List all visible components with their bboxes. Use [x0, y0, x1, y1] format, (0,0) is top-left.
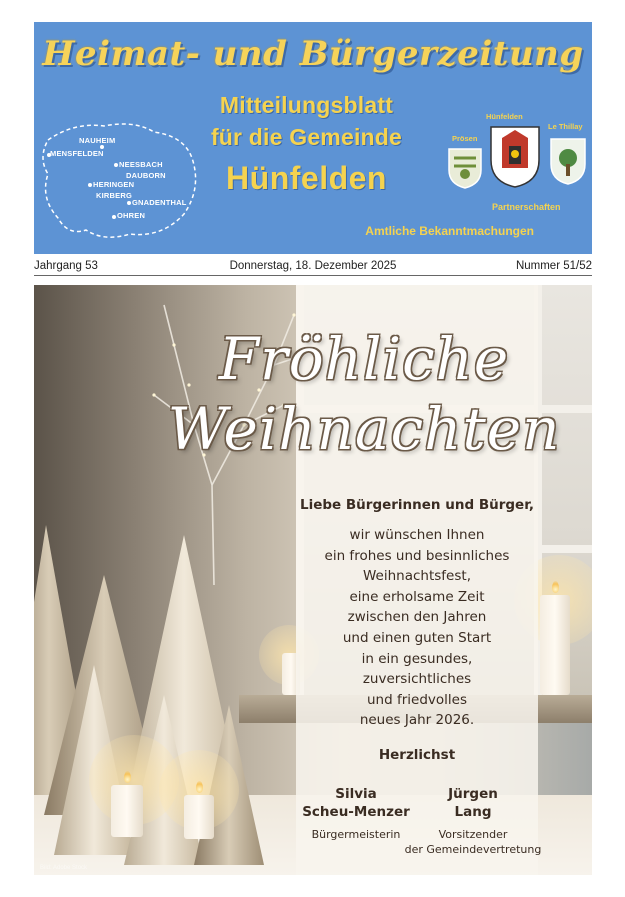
partner-label-huenfelden: Hünfelden — [486, 112, 523, 121]
map-place-neesbach: NEESBACH — [119, 160, 163, 169]
crest-le-thillay-icon — [548, 136, 588, 186]
signature-mayor — [296, 785, 416, 842]
wish-line: und friedvolles — [367, 691, 467, 708]
partner-label-le-thillay: Le Thillay — [548, 122, 583, 131]
christmas-photo — [34, 285, 592, 875]
regards-closing: Herzlichst — [378, 747, 456, 763]
christmas-title-line-2: Weihnachten — [167, 395, 561, 463]
issue-volume: Jahrgang 53 — [34, 260, 98, 272]
subtitle-line-1: Mitteilungsblatt — [219, 92, 394, 118]
crest-huenfelden-icon — [488, 124, 542, 190]
signature-last-name: Lang — [454, 804, 492, 820]
partner-label-proesen: Prösen — [452, 134, 478, 143]
signature-role: Bürgermeisterin — [311, 828, 401, 841]
map-place-heringen: HERINGEN — [93, 180, 135, 189]
signature-council-chair — [400, 785, 546, 857]
signature-role-line-1: Vorsitzender — [438, 828, 508, 841]
official-notice-label: Amtliche Bekanntmachungen — [365, 224, 534, 238]
bottlebrush-trees — [34, 515, 294, 875]
issue-info-bar — [34, 258, 592, 276]
wish-line: ein frohes und besinnliches — [324, 547, 510, 564]
photo-credit: Bild: Adobe Stock — [40, 865, 88, 871]
wish-line: zuversichtliches — [362, 671, 472, 688]
map-place-nauheim: NAUHEIM — [79, 136, 116, 145]
wish-line: zwischen den Jahren — [347, 609, 487, 626]
candle-2 — [184, 795, 214, 839]
map-place-ohren: OHREN — [117, 211, 146, 220]
map-place-mensfelden: MENSFELDEN — [50, 149, 104, 158]
partnerships-block — [444, 106, 592, 216]
map-place-kirberg: KIRBERG — [96, 191, 132, 200]
wish-line: in ein gesundes, — [361, 650, 473, 667]
signature-first-name: Jürgen — [448, 786, 498, 802]
municipality-name: Hünfelden — [226, 160, 387, 196]
map-place-dauborn: DAUBORN — [126, 171, 166, 180]
wish-line: neues Jahr 2026. — [359, 712, 475, 729]
wish-line: und einen guten Start — [342, 629, 492, 646]
wish-text — [296, 525, 538, 731]
map-place-gnadenthal: GNADENTHAL — [132, 198, 187, 207]
issue-number: Nummer 51/52 — [515, 260, 592, 272]
christmas-title-line-1: Fröhliche — [218, 325, 510, 393]
signature-role-line-2: der Gemeindevertretung — [404, 843, 542, 856]
issue-date: Donnerstag, 18. Dezember 2025 — [229, 260, 397, 272]
subtitle-line-2: für die Gemeinde — [210, 124, 403, 150]
candle-1 — [111, 785, 143, 837]
masthead-banner — [34, 22, 592, 254]
wish-line: Weihnachtsfest, — [363, 568, 471, 585]
signature-last-name: Scheu-Menzer — [302, 804, 410, 820]
partnerships-label: Partnerschaften — [492, 202, 561, 212]
candle-3 — [540, 595, 570, 695]
wish-line: eine erholsame Zeit — [349, 588, 485, 605]
crest-proesen-icon — [446, 146, 484, 190]
wish-line: wir wünschen Ihnen — [349, 527, 485, 543]
newspaper-title: Heimat- und Bürgerzeitung — [42, 34, 584, 74]
signature-first-name: Silvia — [335, 786, 377, 802]
greeting-salutation: Liebe Bürgerinnen und Bürger, — [299, 497, 535, 513]
signature-role — [400, 827, 546, 857]
